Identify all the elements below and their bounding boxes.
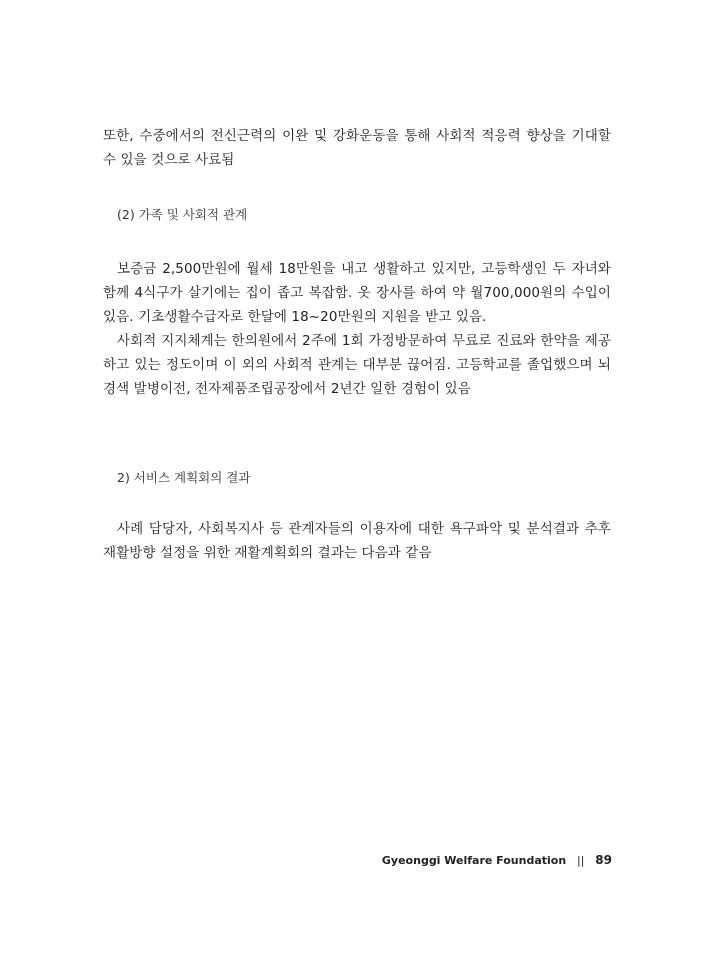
paragraph-text-support: 사회적 지지체계는 한의원에서 2주에 1회 가정방문하여 무료로 진료와 한약을 제공하고 있는 정도이며 이 외의 사회적 관계는 대부분 끊어짐. 고등학교를 졸업했으며 뇌경색 발병이전, 전자제품조립공장에서 2년간 일한 경험이 있음 — [103, 333, 611, 397]
footer-separator: || — [577, 854, 585, 867]
page-footer — [0, 853, 612, 867]
paragraph-service-plan — [103, 517, 611, 565]
footer-organization: Gyeonggi Welfare Foundation — [381, 854, 567, 867]
paragraph-family-social — [103, 257, 611, 401]
page-number: 89 — [595, 853, 612, 867]
section-heading-service-plan: 2) 서비스 계획회의 결과 — [117, 470, 251, 485]
section-heading-family-social: (2) 가족 및 사회적 관계 — [117, 207, 248, 222]
paragraph-text: 또한, 수중에서의 전신근력의 이완 및 강화운동을 통해 사회적 적응력 향상을 기대할 수 있을 것으로 사료됨 — [103, 128, 611, 168]
paragraph-text: 사례 담당자, 사회복지사 등 관계자들의 이용자에 대한 욕구파악 및 분석결과 추후 재활방향 설정을 위한 재활계획회의 결과는 다음과 같음 — [103, 521, 611, 561]
paragraph-rehab-expectation — [103, 124, 611, 172]
paragraph-text-living: 보증금 2,500만원에 월세 18만원을 내고 생활하고 있지만, 고등학생인 두 자녀와 함께 4식구가 살기에는 집이 좁고 복잡함. 옷 장사를 하여 약 월700,000원의 수입이 있음. 기초생활수급자로 한달에 18~20만원의 지원을 받고 있음. — [103, 261, 611, 325]
